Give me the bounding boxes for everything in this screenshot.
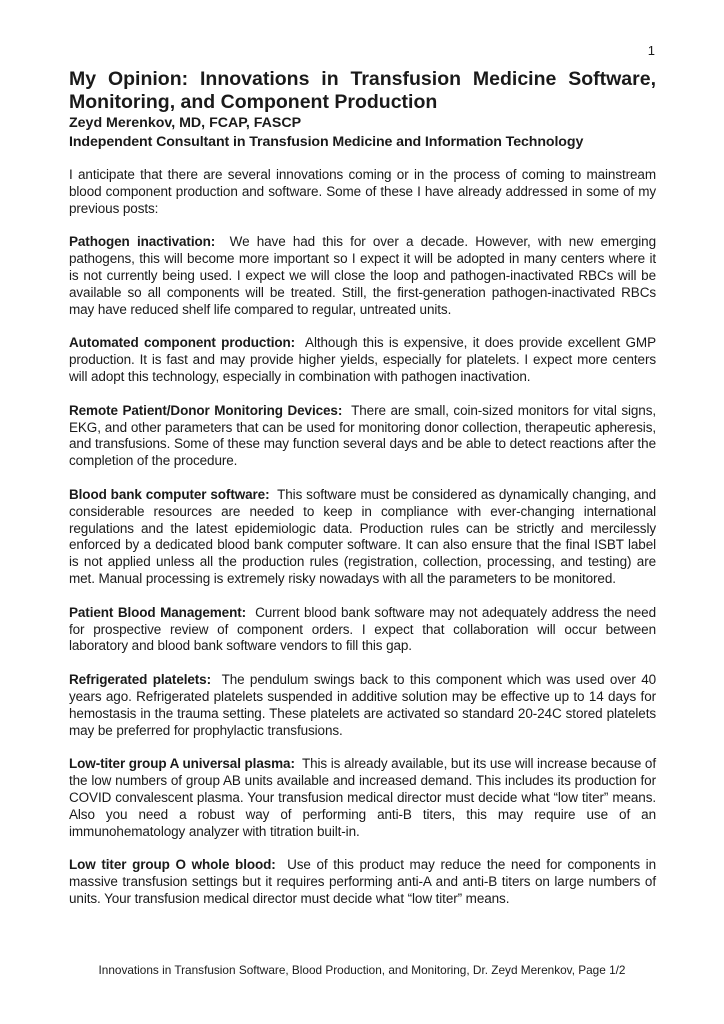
section-text: There are small, coin-sized monitors for vital signs, EKG, and other parameters that can be used for monitoring donor collection, therapeutic apheresis, and transfusions. Some of these may function several days and be able to detect reactions after the completion of the procedure. (69, 402, 657, 469)
section-automated-component-production (69, 335, 656, 385)
intro-paragraph: I anticipate that there are several innovations coming or in the process of coming to mainstream blood component production and software. Some of these I have already addressed in some of my previous posts: (69, 167, 656, 216)
section-text: This software must be considered as dynamically changing, and considerable resources are needed to keep in compliance with ever-changing international regulations and the latest epidemiologic data. Production rules can be strictly and mercilessly enforced by a dedicated blood bank computer software. It can also ensure that the final ISBT label is not applied unless all the production rules (registration, collection, processing, and testing) are met. Manual processing is extremely risky nowadays with all the parameters to be monitored. (69, 486, 657, 586)
section-heading: Pathogen inactivation: (69, 234, 216, 250)
section-patient-blood-management (69, 605, 656, 655)
section-heading: Automated component production: (69, 335, 296, 351)
author-name: Zeyd Merenkov, MD, FCAP, FASCP (69, 115, 302, 131)
document-body (69, 68, 656, 908)
section-heading: Blood bank computer software: (69, 486, 270, 502)
page-number: 1 (647, 43, 655, 58)
section-group-a-plasma (69, 756, 656, 840)
section-text: This is already available, but its use will increase because of the low numbers of group AB units available and increased demand. This includes its production for COVID convalescent plasma. Your transfusion medical director must decide what “low titer” means. Also you need a robust way of performing anti-B titers, this may require use of an immunohematology analyzer with titration built-in. (69, 756, 656, 839)
section-heading: Patient Blood Management: (69, 604, 247, 620)
section-text: Use of this product may reduce the need for components in massive transfusion settings but it requires performing anti-A and anti-B titers on large numbers of units. Your transfusion medical director must decide what “low titer” means. (69, 857, 656, 906)
section-text: We have had this for over a decade. However, with new emerging pathogens, this will become more important so I expect it will be adopted in many centers where it is not currently being used. I expect we will close the loop and pathogen-inactivated RBCs will be available so all components will be treated. Still, the first-generation pathogen-inactivated RBCs may have reduced shelf life compared to regular, untreated units. (69, 234, 656, 317)
section-heading: Low titer group O whole blood: (69, 857, 276, 873)
section-text: Although this is expensive, it does provide excellent GMP production. It is fast and may provide higher yields, especially for platelets. I expect more centers will adopt this technology, especially in combination with pathogen inactivation. (69, 335, 656, 384)
section-pathogen-inactivation (69, 234, 656, 318)
document-title: My Opinion: Innovations in Transfusion Medicine Software, Monitoring, and Component Production (69, 68, 656, 113)
section-text: Current blood bank software may not adequately address the need for prospective review of component orders. I expect that collaboration will occur between laboratory and blood bank software vendors to fill this gap. (69, 604, 657, 654)
section-refrigerated-platelets (69, 672, 656, 739)
section-heading: Remote Patient/Donor Monitoring Devices: (69, 402, 343, 418)
section-remote-monitoring (69, 403, 656, 470)
section-group-o-whole-blood (69, 857, 656, 907)
section-text: The pendulum swings back to this component which was used over 40 years ago. Refrigerated platelets suspended in additive solution may be effective up to 14 days for hemostasis in the trauma setting. These platelets are activated so standard 20-24C stored platelets may be preferred for prophylactic transfusions. (69, 672, 657, 738)
section-blood-bank-software (69, 487, 656, 588)
section-heading: Refrigerated platelets: (69, 672, 211, 688)
section-heading: Low-titer group A universal plasma: (69, 756, 295, 772)
page-footer: Innovations in Transfusion Software, Blood Production, and Monitoring, Dr. Zeyd Merenkov, Page 1/2 (98, 963, 626, 977)
author-affiliation: Independent Consultant in Transfusion Medicine and Information Technology (69, 134, 584, 150)
